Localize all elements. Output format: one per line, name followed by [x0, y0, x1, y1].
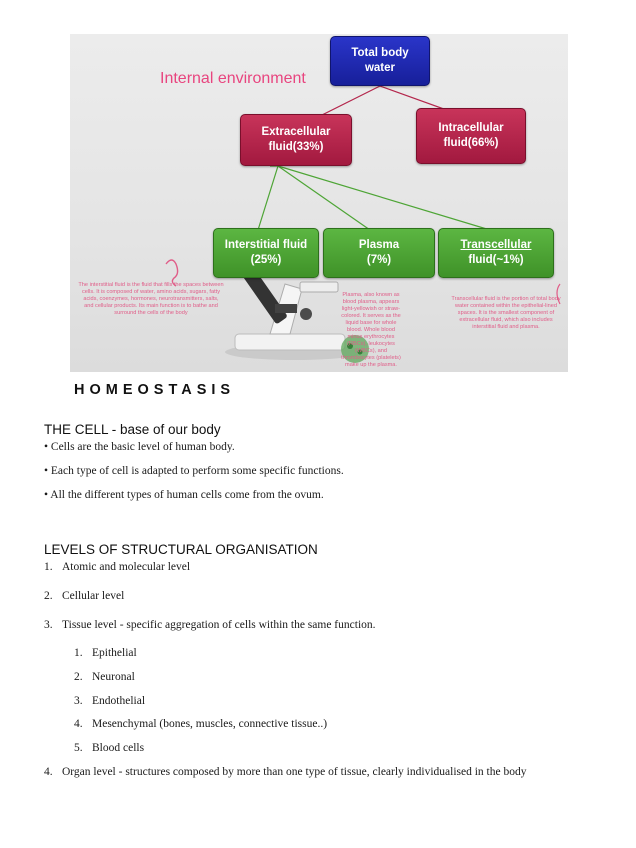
- cell-bullet: • All the different types of human cells come from the ovum.: [44, 489, 324, 501]
- tissue-subitem: 1. Epithelial: [74, 647, 137, 659]
- tissue-subitem: 4. Mesenchymal (bones, muscles, connective tissue..): [74, 718, 328, 730]
- levels-section-heading: LEVELS OF STRUCTURAL ORGANISATION: [44, 542, 318, 557]
- intracellular-fluid-box: Intracellular fluid(66%): [416, 108, 526, 164]
- plasma-note: Plasma, also known as blood plasma, appears light-yellowish or straw-colored. It serves as the liquid base for whole blood. Whole blood minus erythrocytes (RBCs), leukocytes (WBCs), and thrombocytes (platelets) make up the plasma.: [341, 292, 401, 368]
- transcellular-note: Transcellular fluid is the portion of total body water contained within the epithelial-lined spaces. It is the smallest component of extracellular fluid, which also includes interstitial fluid and plasma.: [451, 296, 561, 330]
- cell-bullet: • Each type of cell is adapted to perform some specific functions.: [44, 465, 344, 477]
- cell-section-heading: THE CELL - base of our body: [44, 422, 221, 437]
- tissue-subitem: 5. Blood cells: [74, 742, 145, 754]
- total-body-water-box: Total body water: [330, 36, 430, 86]
- plasma-box: Plasma (7%): [323, 228, 435, 278]
- cell-bullet: • Cells are the basic level of human body.: [44, 441, 235, 453]
- level-item: 2. Cellular level: [44, 590, 125, 602]
- tissue-subitem: 3. Endothelial: [74, 695, 146, 707]
- transcellular-label: Transcellular: [460, 239, 532, 251]
- transcellular-fluid-box: [438, 228, 554, 278]
- tissue-subitem: 2. Neuronal: [74, 671, 135, 683]
- page-title: HOMEOSTASIS: [74, 382, 236, 398]
- extracellular-fluid-box: Extracellular fluid(33%): [240, 114, 352, 166]
- level-item: 1. Atomic and molecular level: [44, 561, 191, 573]
- internal-environment-label: Internal environment: [160, 70, 306, 87]
- fluid-compartments-figure: [70, 34, 568, 372]
- interstitial-note: The interstitial fluid is the fluid that fills the spaces between cells. It is composed of water, amino acids, sugars, fatty acids, coenzymes, hormones, neurotransmitters, salts, and cellular products. Its main function is to bathe and surround the cells of the body: [78, 282, 224, 316]
- level-item: 4. Organ level - structures composed by more than one type of tissue, clearly individualised in the body: [44, 766, 527, 778]
- transcellular-percent: fluid(~1%): [468, 254, 524, 266]
- interstitial-fluid-box: Interstitial fluid (25%): [213, 228, 319, 278]
- level-item: 3. Tissue level - specific aggregation of cells within the same function.: [44, 619, 376, 631]
